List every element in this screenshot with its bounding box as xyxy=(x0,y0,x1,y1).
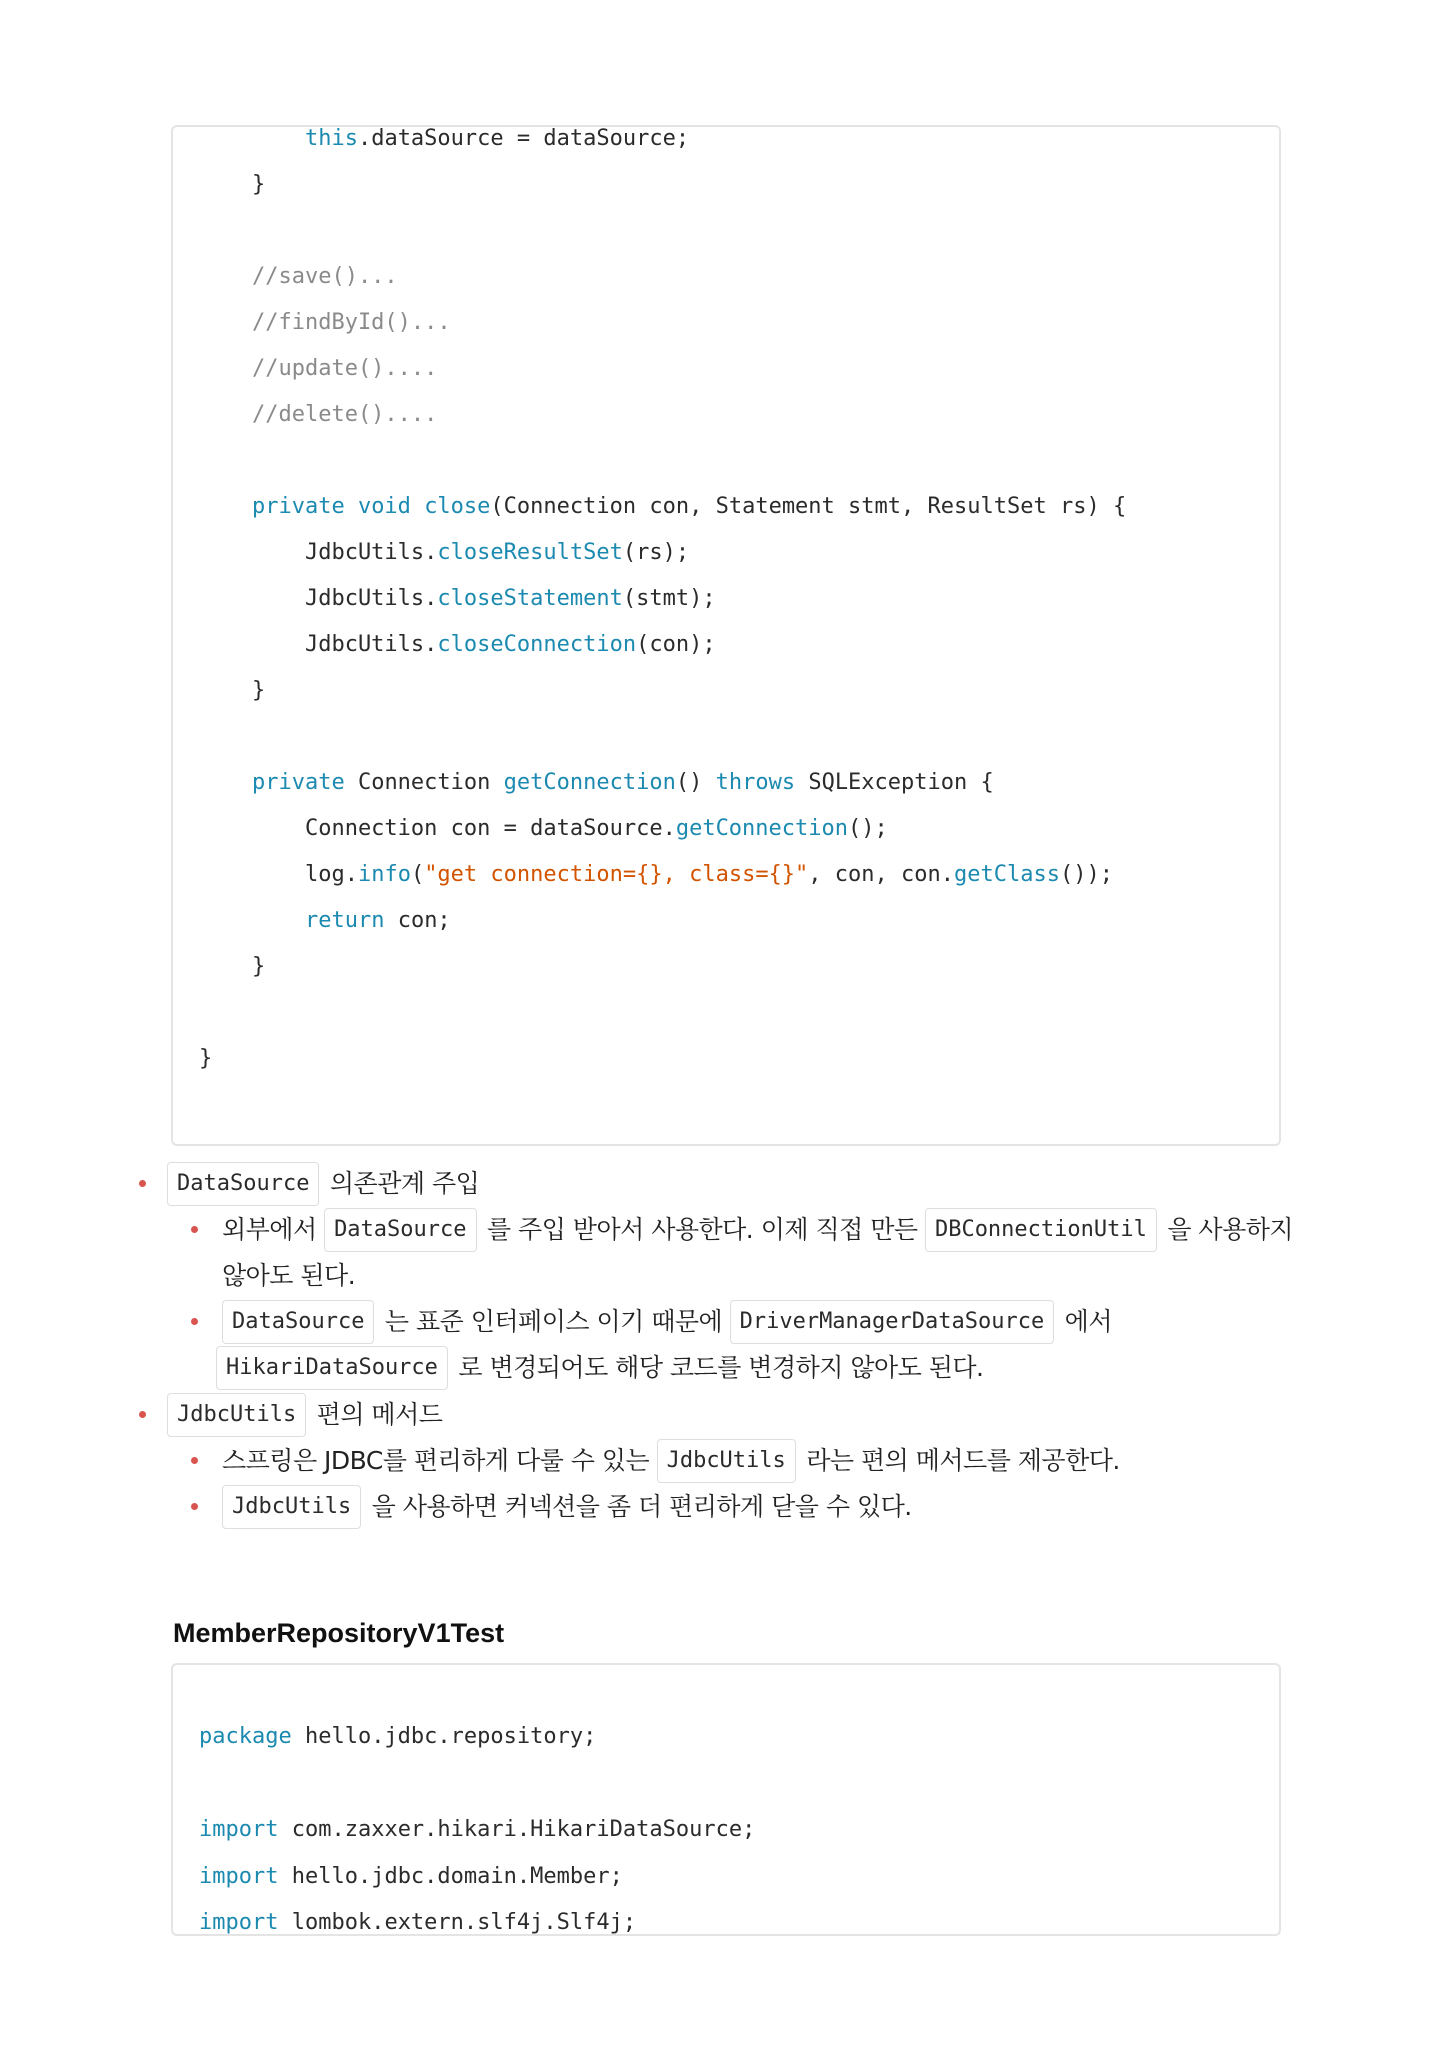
bullet-marker xyxy=(191,1503,198,1510)
code-token: closeResultSet xyxy=(437,540,623,565)
code-line xyxy=(173,487,1279,527)
code-token: return xyxy=(304,908,385,933)
code-token: //delete().... xyxy=(199,402,438,427)
sub-bullet-item xyxy=(222,1252,355,1298)
code-token: SQLException { xyxy=(795,770,994,795)
bullet-marker xyxy=(191,1226,198,1233)
code-token: private void xyxy=(251,494,411,519)
inline-code: DataSource xyxy=(222,1300,374,1344)
code-token: , con, con. xyxy=(808,862,954,887)
sub-bullet-item xyxy=(222,1437,1120,1483)
bullet-text: 않아도 된다. xyxy=(222,1261,356,1290)
code-token: lombok.extern.slf4j.Slf4j; xyxy=(278,1910,637,1935)
sub-bullet-item xyxy=(222,1483,912,1529)
code-token: ()); xyxy=(1059,862,1113,887)
code-token: //save()... xyxy=(199,264,398,289)
bullet-marker xyxy=(191,1318,198,1325)
code-token: ( xyxy=(410,862,425,887)
code-token: //findById()... xyxy=(199,310,451,335)
code-line xyxy=(173,1717,1279,1757)
bullet-text: 스프링은 JDBC를 편리하게 다룰 수 있는 xyxy=(222,1446,657,1475)
code-token: (stmt); xyxy=(622,586,716,611)
code-token: (Connection con, Statement stmt, ResultSet rs) { xyxy=(490,494,1127,519)
code-line xyxy=(173,395,1279,435)
code-line xyxy=(173,579,1279,619)
code-line xyxy=(173,717,1279,757)
code-token: Connection xyxy=(344,770,504,795)
code-token: (rs); xyxy=(622,540,690,565)
code-line xyxy=(173,625,1279,665)
code-line xyxy=(173,211,1279,251)
bullet-text: 편의 메서드 xyxy=(309,1400,443,1429)
code-token: import xyxy=(199,1817,279,1842)
bullet-text: 는 표준 인터페이스 이기 때문에 xyxy=(377,1307,730,1336)
sub-bullet-item xyxy=(222,1206,1293,1252)
code-token: } xyxy=(199,1046,213,1071)
bullet-text: 의존관계 주입 xyxy=(322,1169,480,1198)
inline-code: JdbcUtils xyxy=(657,1439,796,1483)
inline-code: DataSource xyxy=(167,1162,319,1206)
code-line xyxy=(173,125,1279,159)
code-token: Connection con = dataSource. xyxy=(199,816,676,841)
code-token: hello.jdbc.domain.Member; xyxy=(278,1863,623,1889)
bullet-text: 를 주입 받아서 사용한다. 이제 직접 만든 xyxy=(479,1215,925,1244)
code-token: getConnection xyxy=(675,816,849,841)
code-token: //update().... xyxy=(199,356,438,381)
code-block-repository xyxy=(171,125,1281,1146)
code-token: private xyxy=(251,770,345,795)
code-token: closeStatement xyxy=(437,586,623,611)
code-line xyxy=(173,1857,1279,1897)
code-token: close xyxy=(424,494,491,519)
code-line xyxy=(173,441,1279,481)
code-token: closeConnection xyxy=(437,632,637,657)
code-line xyxy=(173,1039,1279,1079)
code-token: .dataSource = dataSource; xyxy=(357,126,690,151)
bullet-item xyxy=(167,1391,442,1437)
code-line xyxy=(173,303,1279,343)
sub-bullet-item xyxy=(216,1344,984,1390)
code-token xyxy=(199,908,305,933)
bullet-marker xyxy=(139,1411,146,1418)
code-token xyxy=(199,494,252,519)
code-token: com.zaxxer.hikari.HikariDataSource; xyxy=(278,1817,756,1842)
code-token: "get connection={}, class={}" xyxy=(424,862,809,887)
code-token: } xyxy=(199,172,266,197)
code-token: con; xyxy=(384,908,451,933)
bullet-text: 을 사용하면 커넥션을 좀 더 편리하게 닫을 수 있다. xyxy=(364,1492,912,1521)
inline-code: JdbcUtils xyxy=(222,1485,361,1529)
code-line xyxy=(173,763,1279,803)
code-token: } xyxy=(199,954,266,979)
code-line xyxy=(173,993,1279,1033)
code-token: () xyxy=(675,770,716,795)
code-token: throws xyxy=(715,770,796,795)
code-token: getClass xyxy=(954,862,1060,887)
code-line xyxy=(173,947,1279,987)
sub-bullet-item xyxy=(222,1298,1112,1344)
code-token: package xyxy=(199,1724,292,1749)
code-line xyxy=(173,901,1279,941)
code-token: info xyxy=(357,862,411,887)
code-line xyxy=(173,257,1279,297)
code-token: JdbcUtils. xyxy=(199,586,438,611)
bullet-item xyxy=(167,1160,479,1206)
bullet-text: 을 사용하지 xyxy=(1159,1215,1294,1244)
inline-code: HikariDataSource xyxy=(216,1346,448,1390)
code-line xyxy=(173,1903,1279,1936)
bullet-marker xyxy=(139,1180,146,1187)
bullet-text: 라는 편의 메서드를 제공한다. xyxy=(798,1446,1120,1475)
code-token: JdbcUtils. xyxy=(199,632,438,657)
code-line xyxy=(173,349,1279,389)
inline-code: DriverManagerDataSource xyxy=(730,1300,1055,1344)
code-line xyxy=(173,809,1279,849)
code-line xyxy=(173,855,1279,895)
code-token: log. xyxy=(199,862,358,887)
code-token: (); xyxy=(848,816,888,841)
section-heading: MemberRepositoryV1Test xyxy=(173,1618,505,1648)
code-token xyxy=(411,494,424,519)
code-token: JdbcUtils. xyxy=(199,540,438,565)
code-block-test xyxy=(171,1663,1281,1936)
bullet-text: 에서 xyxy=(1057,1307,1112,1336)
code-token: hello.jdbc.repository; xyxy=(291,1724,597,1749)
bullet-text: 외부에서 xyxy=(222,1215,325,1244)
bullet-marker xyxy=(191,1457,198,1464)
code-token xyxy=(199,126,305,151)
code-token: import xyxy=(199,1863,279,1889)
inline-code: DBConnectionUtil xyxy=(925,1208,1157,1252)
inline-code: JdbcUtils xyxy=(167,1393,306,1437)
code-token: } xyxy=(199,678,266,703)
code-token: getConnection xyxy=(503,770,676,795)
code-token: this xyxy=(304,126,358,151)
code-line xyxy=(173,165,1279,205)
code-line xyxy=(173,1764,1279,1804)
code-token: (con); xyxy=(636,632,716,657)
bullet-text: 로 변경되어도 해당 코드를 변경하지 않아도 된다. xyxy=(450,1353,984,1382)
code-token xyxy=(199,770,252,795)
code-line xyxy=(173,533,1279,573)
code-line xyxy=(173,1810,1279,1850)
inline-code: DataSource xyxy=(324,1208,476,1252)
code-token: import xyxy=(199,1910,279,1935)
code-line xyxy=(173,671,1279,711)
